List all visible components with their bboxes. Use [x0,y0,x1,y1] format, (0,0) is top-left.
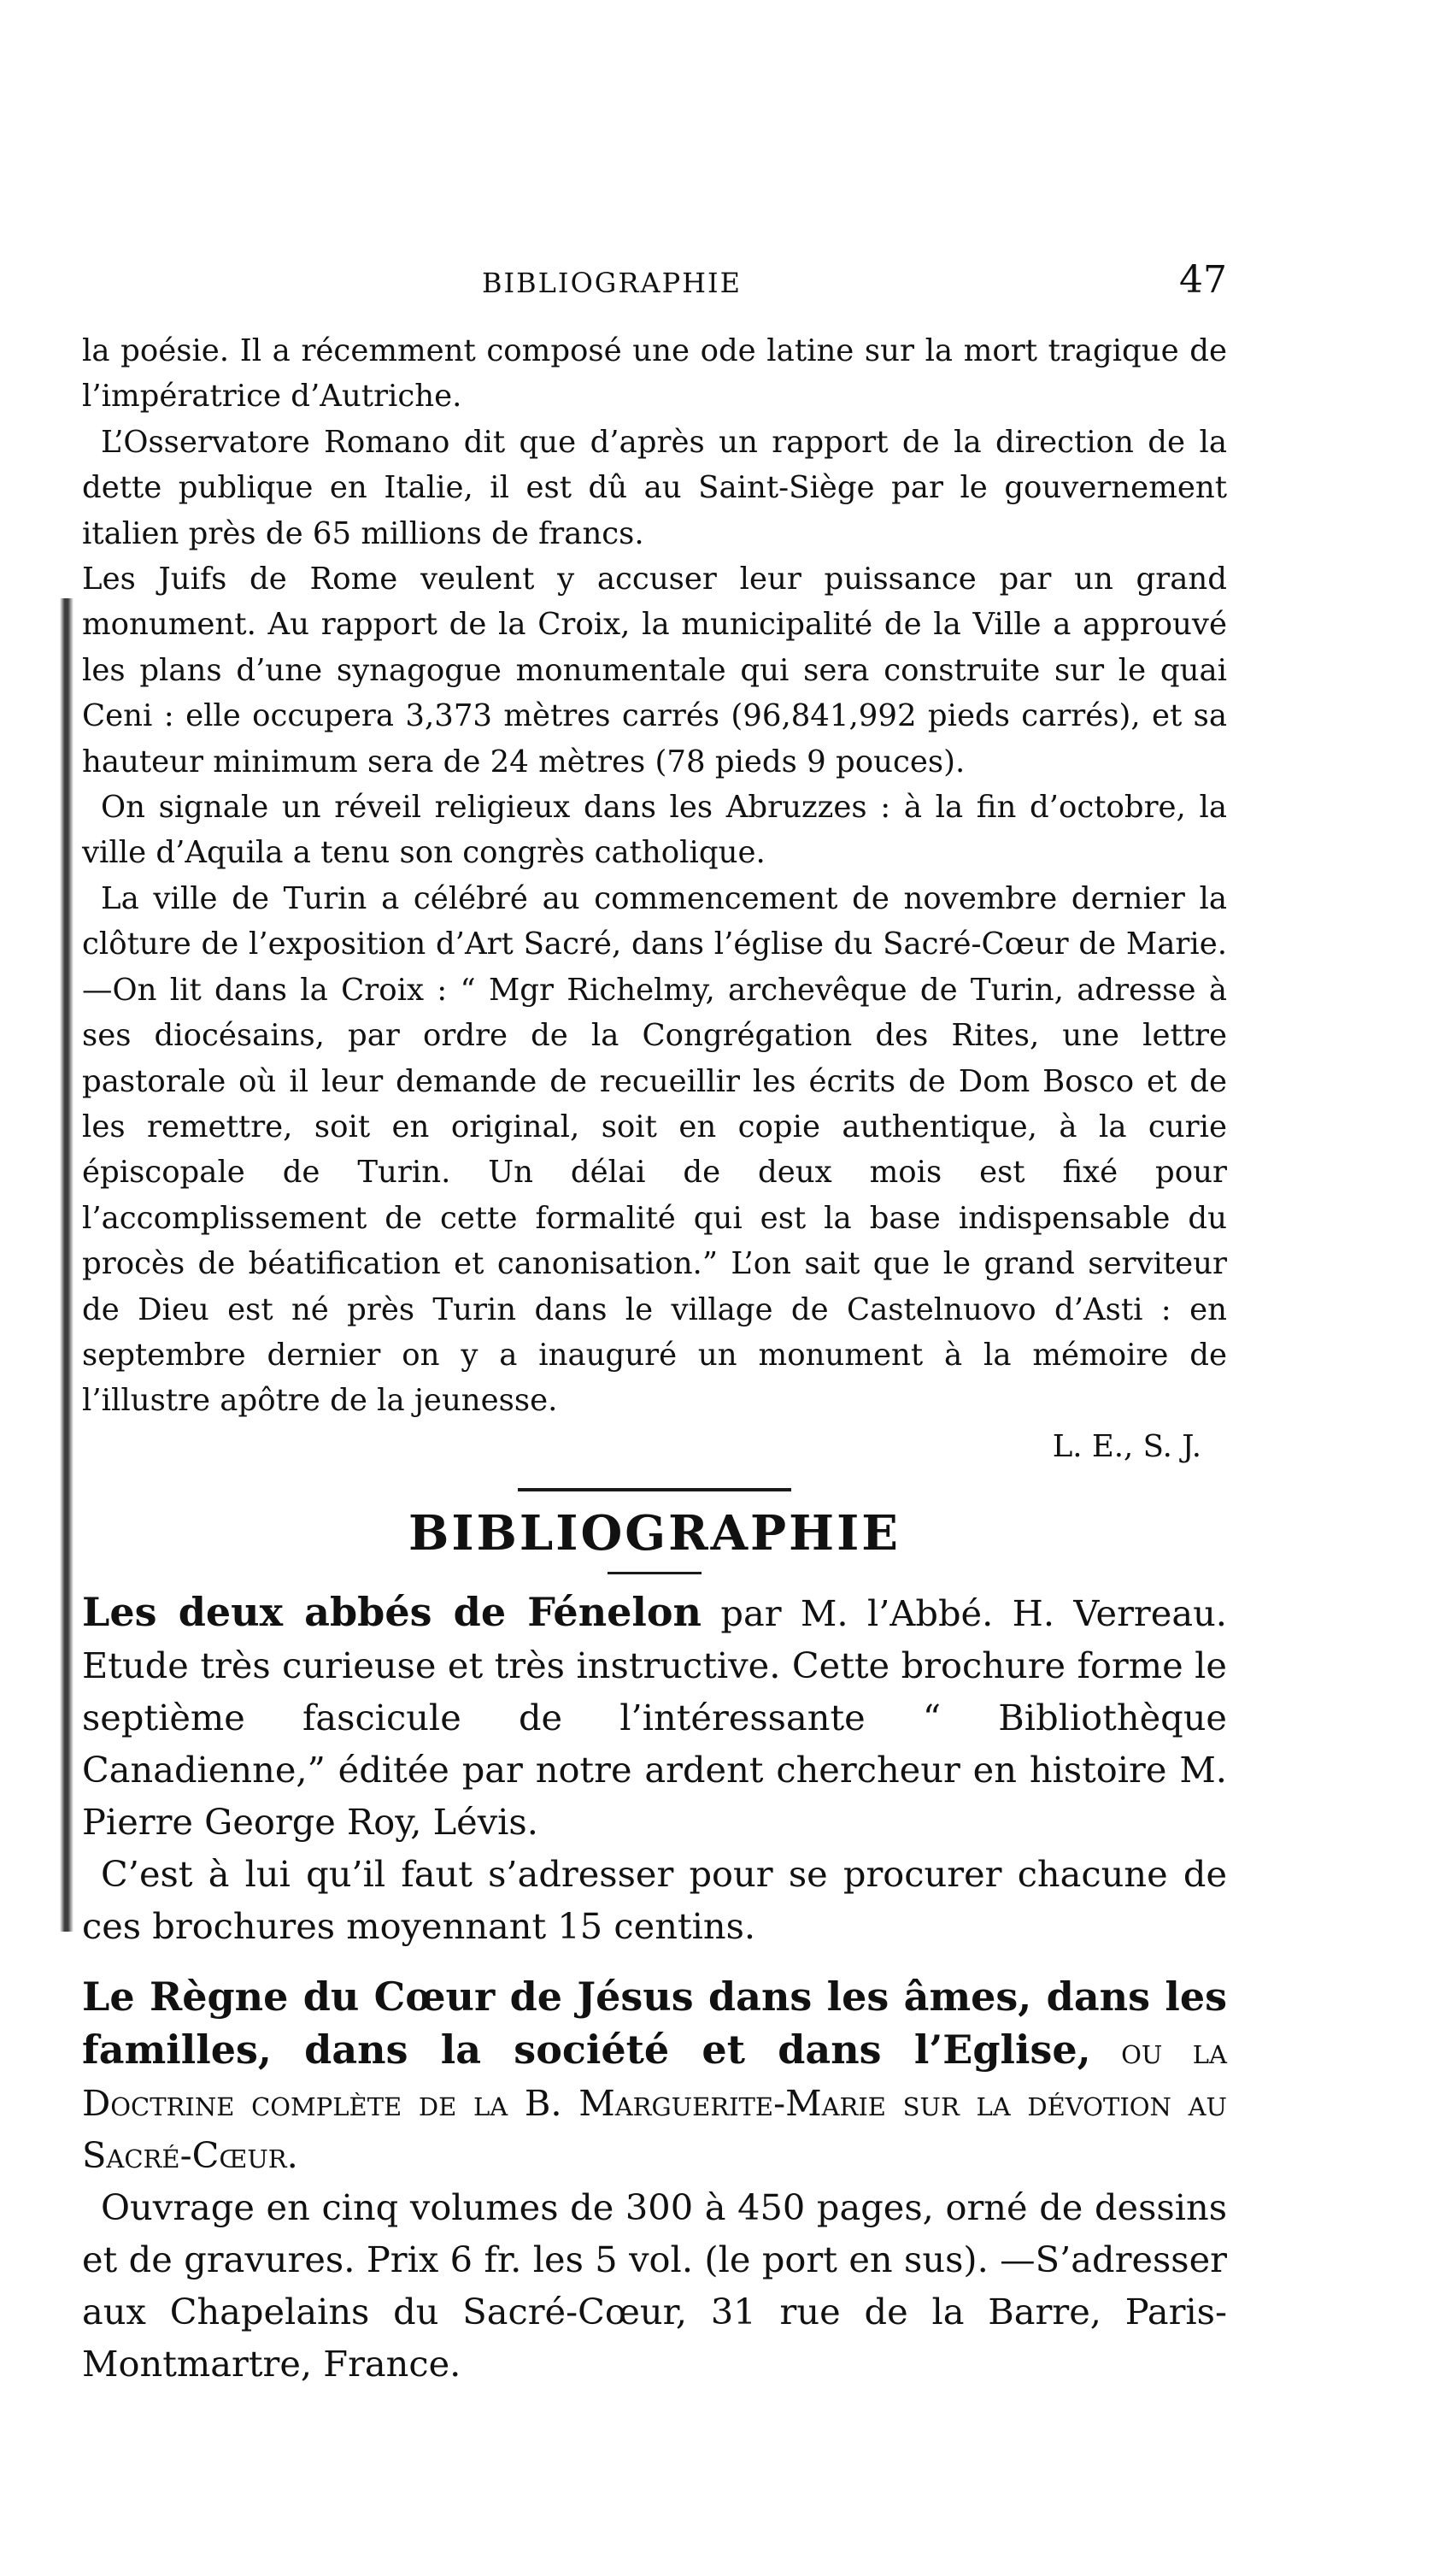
entry-regne-details: Ouvrage en cinq volumes de 300 à 450 pages, orné de dessins et de gravures. Prix 6 fr. les 5 vol. (le port en sus). —S’adresser aux Chapelains du Sacré-Cœur, 31 rue de la Barre, Paris-Montmartre, France. [82,2186,1227,2385]
paragraph-osservatore: L’Osservatore Romano dit que d’après un rapport de la direction de la dette publique en Italie, il est dû au Saint-Siège par le gouvernement italien près de 65 millions de francs. [82,424,1227,551]
entry-regne [82,1971,1227,2181]
entry-fenelon-body: Etude très curieuse et très instructive. Cette brochure forme le septième fascicule de l’intéressante “ Bibliothèque Canadienne,” éditée par notre ardent chercheur en histoire M. Pierre George Roy, Lévis. [82,1644,1227,1844]
heading-underline [608,1572,702,1574]
entry-fenelon [82,1586,1227,1848]
page-number: 47 [1179,258,1227,302]
paragraph-turin: La ville de Turin a célébré au commencement de novembre dernier la clôture de l’exposition d’Art Sacré, dans l’église du Sacré-Cœur de Marie.—On lit dans la Croix : “ Mgr Richelmy, archevêque de Turin, adresse à ses diocésains, par ordre de la Congrégation des Rites, une lettre pastorale où il leur demande de recueillir les écrits de Dom Bosco et de les remettre, soit en original, soit en copie authentique, à la curie épiscopale de Turin. Un délai de deux mois est fixé pour l’accomplissement de cette formalité qui est la base indispensable du procès de béatification et canonisation.” L’on sait que le grand serviteur de Dieu est né près Turin dans le village de Castelnuovo d’Asti : en septembre dernier on y a inauguré un monument à la mémoire de l’illustre apôtre de la jeunesse. [82,880,1227,1419]
section-heading: BIBLIOGRAPHIE [408,1505,901,1562]
running-title: BIBLIOGRAPHIE [482,267,742,299]
entry-regne-title: Le Règne du Cœur de Jésus dans les âmes, dans les familles, dans la société et dans l’Eglise, [82,1974,1227,2074]
paragraph-juifs: Les Juifs de Rome veulent y accuser leur puissance par un grand monument. Au rapport de la Croix, la municipalité de la Ville a approuvé les plans d’une synagogue monumentale qui sera construite sur le quai Ceni : elle occupera 3,373 mètres carrés (96,841,992 pieds carrés), et sa hauteur minimum sera de 24 mètres (78 pieds 9 pouces). [82,562,1227,779]
paragraph-poesie: la poésie. Il a récemment composé une ode latine sur la mort tragique de l’impératrice d’Autriche. [82,333,1227,415]
binding-shadow [60,598,73,1932]
entry-fenelon-title: Les deux abbés de Fénelon [82,1589,702,1636]
text-column [82,328,1227,2390]
running-head [82,256,1227,308]
entry-fenelon-author: par M. l’Abbé. H. Verreau. [720,1592,1227,1635]
paragraph-abruzzes: On signale un réveil religieux dans les Abruzzes : à la fin d’octobre, la ville d’Aquila a tenu son congrès catholique. [82,790,1227,871]
entry-regne-subtitle: ou la Doctrine complète de la B. Marguerite-Marie sur la dévotion au Sacré-Cœur. [82,2030,1227,2177]
author-signature: L. E., S. J. [1052,1428,1201,1464]
entry-fenelon-note: C’est à lui qu’il faut s’adresser pour se procurer chacune de ces brochures moyennant 15 centins. [82,1853,1227,1948]
section-divider [518,1488,791,1491]
